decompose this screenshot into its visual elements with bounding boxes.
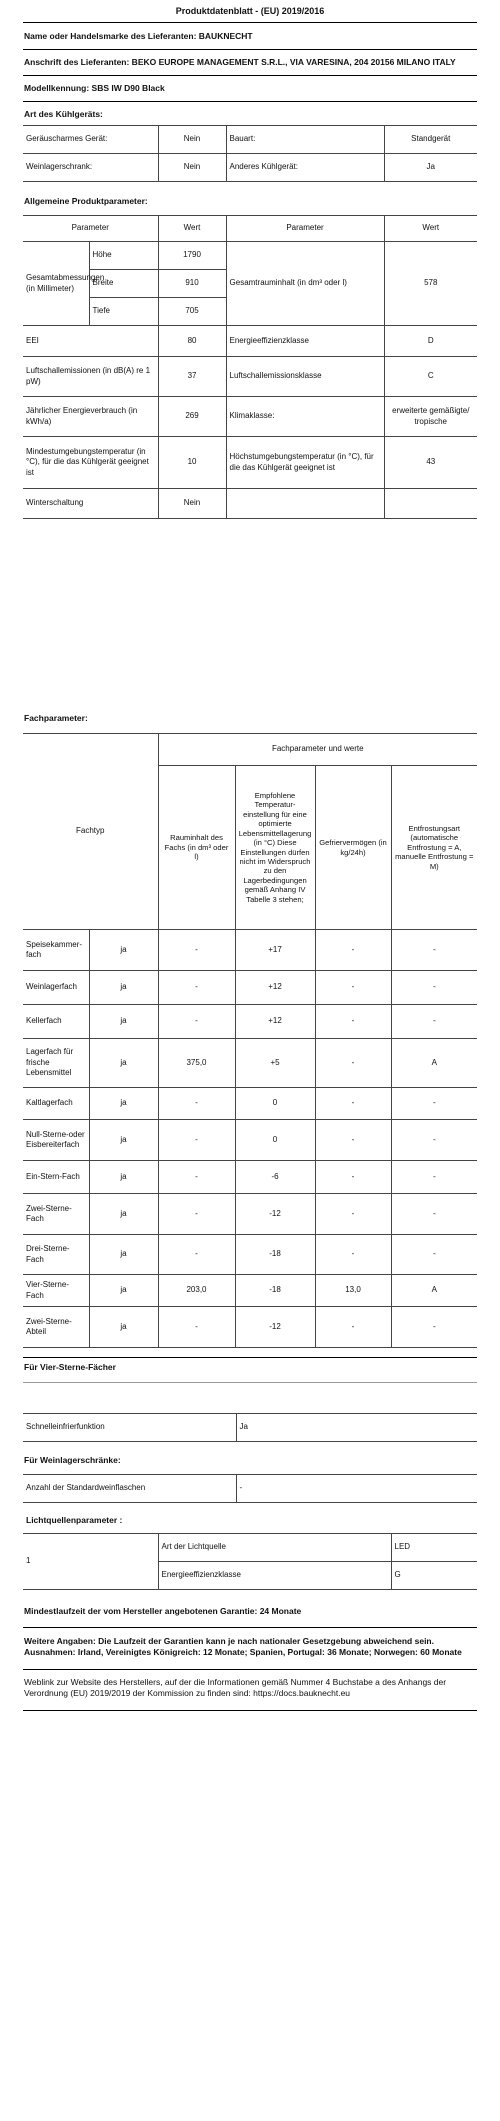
cell-freeze: - <box>315 971 391 1005</box>
table-row <box>23 1120 477 1161</box>
cell-defrost: - <box>391 971 477 1005</box>
divider <box>23 1382 477 1383</box>
col-header-temp: Empfohlene Temperatur-einstellung für eine optimierte Lebensmittellagerung (in °C) Diese Einstellungen dürfen nicht im Widerspruch zu den Lagerbedingungen gemäß Anhang IV Tabelle 3 stehen; <box>235 766 315 930</box>
light-type-value: LED <box>391 1534 477 1562</box>
cell-defrost: A <box>391 1275 477 1307</box>
cell-label: Bauart: <box>226 126 384 154</box>
dim-label: Tiefe <box>89 298 158 326</box>
param-value: 43 <box>384 437 477 489</box>
cell-volume: - <box>158 971 235 1005</box>
cell-volume: - <box>158 1005 235 1039</box>
col-header-value: Wert <box>384 216 477 242</box>
param-label: Luftschallemissionen (in dB(A) re 1 pW) <box>23 357 158 397</box>
light-index: 1 <box>23 1534 158 1590</box>
cell-volume: - <box>158 1088 235 1120</box>
cell-freeze: - <box>315 1307 391 1348</box>
param-value: Nein <box>158 489 226 519</box>
cell-defrost: - <box>391 1194 477 1235</box>
cell-value: Nein <box>158 126 226 154</box>
cell-type: Zwei-Sterne-Fach <box>23 1194 89 1235</box>
cell-type: Drei-Sterne-Fach <box>23 1235 89 1275</box>
param-label: Mindestumgebungstemperatur (in °C), für die das Kühlgerät geeignet ist <box>23 437 158 489</box>
cell-present: ja <box>89 971 158 1005</box>
model-id: Modellkennung: SBS IW D90 Black <box>24 83 165 93</box>
cell-present: ja <box>89 1194 158 1235</box>
cell-temp: +17 <box>235 930 315 971</box>
cell-volume: 203,0 <box>158 1275 235 1307</box>
cell-temp: -18 <box>235 1275 315 1307</box>
param-value: 269 <box>158 397 226 437</box>
total-volume-label: Gesamtrauminhalt (in dm³ oder l) <box>226 242 384 326</box>
cell-temp: +12 <box>235 971 315 1005</box>
col-header-value: Wert <box>158 216 226 242</box>
dim-label: Höhe <box>89 242 158 270</box>
param-label: Jährlicher Energieverbrauch (in kWh/a) <box>23 397 158 437</box>
cell-present: ja <box>89 930 158 971</box>
general-params-table <box>23 215 477 519</box>
cell-type: Lagerfach für frische Lebensmittel <box>23 1039 89 1088</box>
divider <box>23 1669 477 1670</box>
divider <box>23 49 477 50</box>
cell-type: Null-Sterne-oder Eisbereiterfach <box>23 1120 89 1161</box>
guarantee: Mindestlaufzeit der vom Hersteller angebotenen Garantie: 24 Monate <box>24 1606 302 1616</box>
cell-freeze: - <box>315 1120 391 1161</box>
dim-value: 1790 <box>158 242 226 270</box>
cell-present: ja <box>89 1275 158 1307</box>
weblink: Weblink zur Website des Herstellers, auf der die Informationen gemäß Nummer 4 Buchstabe a des Anhangs der Verordnung (EU) 2019/2019 der Kommission zu finden sind: https://docs.bauknecht.eu <box>24 1677 447 1699</box>
param-value: 37 <box>158 357 226 397</box>
light-source-table <box>23 1533 477 1590</box>
cell-volume: - <box>158 1161 235 1194</box>
cell-temp: -18 <box>235 1235 315 1275</box>
cell-volume: - <box>158 1307 235 1348</box>
light-type-label: Art der Lichtquelle <box>158 1534 391 1562</box>
cell-defrost: - <box>391 1235 477 1275</box>
cell-temp: -12 <box>235 1307 315 1348</box>
cell-freeze: - <box>315 1005 391 1039</box>
cell-present: ja <box>89 1161 158 1194</box>
supplier-address: Anschrift des Lieferanten: BEKO EUROPE MANAGEMENT S.R.L., VIA VARESINA, 204 20156 MILANO ITALY <box>24 57 456 67</box>
document-title: Produktdatenblatt - (EU) 2019/2016 <box>175 6 325 16</box>
cell-defrost: - <box>391 1120 477 1161</box>
cell-freeze: 13,0 <box>315 1275 391 1307</box>
cell-present: ja <box>89 1088 158 1120</box>
cell-freeze: - <box>315 1194 391 1235</box>
table-row <box>23 1307 477 1348</box>
table-row <box>23 1275 477 1307</box>
cell-type: Weinlagerfach <box>23 971 89 1005</box>
col-header-type: Fachtyp <box>23 734 158 930</box>
cell-defrost: A <box>391 1039 477 1088</box>
col-header-freeze: Gefriervermögen (in kg/24h) <box>315 766 391 930</box>
general-heading: Allgemeine Produktparameter: <box>24 196 148 206</box>
cell-label: Weinlagerschrank: <box>23 154 158 182</box>
cell-freeze: - <box>315 1161 391 1194</box>
table-row <box>23 1039 477 1088</box>
light-class-value: G <box>391 1562 477 1590</box>
dim-label: Breite <box>89 270 158 298</box>
cell-type: Ein-Stern-Fach <box>23 1161 89 1194</box>
cell-volume: - <box>158 1194 235 1235</box>
cell-freeze: - <box>315 930 391 971</box>
light-class-label: Energieeffizienzklasse <box>158 1562 391 1590</box>
cell-value: Nein <box>158 154 226 182</box>
cell-defrost: - <box>391 1307 477 1348</box>
table-row <box>23 1161 477 1194</box>
param-label: Luftschallemissionsklasse <box>226 357 384 397</box>
cell-defrost: - <box>391 1161 477 1194</box>
cell-temp: 0 <box>235 1088 315 1120</box>
divider <box>23 101 477 102</box>
product-data-sheet <box>23 0 477 1699</box>
param-label: Klimaklasse: <box>226 397 384 437</box>
cell-temp: 0 <box>235 1120 315 1161</box>
cell-volume: 375,0 <box>158 1039 235 1088</box>
further-info: Weitere Angaben: Die Laufzeit der Garantien kann je nach nationaler Gesetzgebung abweichend sein. Ausnahmen: Irland, Vereinigtes Königreich: 12 Monate; Spanien, Portugal: 36 Monate; Norwegen: 60 Monate <box>24 1636 462 1658</box>
wine-table <box>23 1474 477 1503</box>
param-value: erweiterte gemäßigte/ tropische <box>384 397 477 437</box>
divider <box>23 75 477 76</box>
param-value: 10 <box>158 437 226 489</box>
device-type-heading: Art des Kühlgeräts: <box>24 109 103 119</box>
cell-defrost: - <box>391 930 477 971</box>
param-value: 80 <box>158 326 226 357</box>
cell-label: Geräuscharmes Gerät: <box>23 126 158 154</box>
cell-volume: - <box>158 930 235 971</box>
cell-freeze: - <box>315 1088 391 1120</box>
cell-temp: +5 <box>235 1039 315 1088</box>
cell-volume: - <box>158 1120 235 1161</box>
wine-bottles-value: - <box>236 1475 477 1503</box>
supplier-name: Name oder Handelsmarke des Lieferanten: BAUKNECHT <box>24 31 253 41</box>
table-row <box>23 1088 477 1120</box>
four-star-heading: Für Vier-Sterne-Fächer <box>24 1362 116 1372</box>
light-heading: Lichtquellenparameter : <box>26 1515 123 1525</box>
col-header-defrost: Entfrostungsart (automatische Entfrostung = A, manuelle Entfrostung = M) <box>391 766 477 930</box>
cell-present: ja <box>89 1307 158 1348</box>
cell-freeze: - <box>315 1235 391 1275</box>
cell-type: Kaltlagerfach <box>23 1088 89 1120</box>
divider <box>23 22 477 23</box>
param-label <box>226 489 384 519</box>
param-label: Höchstumgebungstemperatur (in °C), für die das Kühlgerät geeignet ist <box>226 437 384 489</box>
col-header-volume: Rauminhalt des Fachs (in dm³ oder l) <box>158 766 235 930</box>
cell-defrost: - <box>391 1088 477 1120</box>
cell-present: ja <box>89 1005 158 1039</box>
divider <box>23 1627 477 1628</box>
col-header-param: Parameter <box>226 216 384 242</box>
table-row <box>23 1194 477 1235</box>
cell-label: Anderes Kühlgerät: <box>226 154 384 182</box>
param-value: C <box>384 357 477 397</box>
header-group: Fachparameter und werte <box>158 734 477 766</box>
cell-defrost: - <box>391 1005 477 1039</box>
param-value: D <box>384 326 477 357</box>
dim-value: 705 <box>158 298 226 326</box>
param-label: EEI <box>23 326 158 357</box>
table-row <box>23 1005 477 1039</box>
cell-present: ja <box>89 1039 158 1088</box>
table-row <box>23 971 477 1005</box>
divider <box>23 1357 477 1358</box>
param-value <box>384 489 477 519</box>
cell-type: Kellerfach <box>23 1005 89 1039</box>
cell-volume: - <box>158 1235 235 1275</box>
wine-bottles-label: Anzahl der Standardweinflaschen <box>23 1475 236 1503</box>
cell-temp: +12 <box>235 1005 315 1039</box>
cell-present: ja <box>89 1120 158 1161</box>
four-star-table <box>23 1413 477 1442</box>
table-row <box>23 930 477 971</box>
cell-present: ja <box>89 1235 158 1275</box>
cell-value: Standgerät <box>384 126 477 154</box>
table-row <box>23 1235 477 1275</box>
cell-type: Zwei-Sterne-Abteil <box>23 1307 89 1348</box>
cell-freeze: - <box>315 1039 391 1088</box>
compartments-heading: Fachparameter: <box>24 713 88 723</box>
total-volume-value: 578 <box>384 242 477 326</box>
quick-freeze-value: Ja <box>236 1414 477 1442</box>
dim-value: 910 <box>158 270 226 298</box>
col-header-param: Parameter <box>23 216 158 242</box>
quick-freeze-label: Schnelleinfrierfunktion <box>23 1414 236 1442</box>
device-type-table <box>23 125 477 182</box>
cell-type: Vier-Sterne-Fach <box>23 1275 89 1307</box>
divider <box>23 1710 477 1711</box>
cell-temp: -6 <box>235 1161 315 1194</box>
compartments-table <box>23 733 477 1348</box>
param-label: Energieeffizienzklasse <box>226 326 384 357</box>
cell-type: Speisekammer-fach <box>23 930 89 971</box>
wine-heading: Für Weinlagerschränke: <box>24 1455 121 1465</box>
cell-value: Ja <box>384 154 477 182</box>
dimensions-label: Gesamtabmessungen (in Millimeter) <box>23 242 89 326</box>
cell-temp: -12 <box>235 1194 315 1235</box>
param-label: Winterschaltung <box>23 489 158 519</box>
